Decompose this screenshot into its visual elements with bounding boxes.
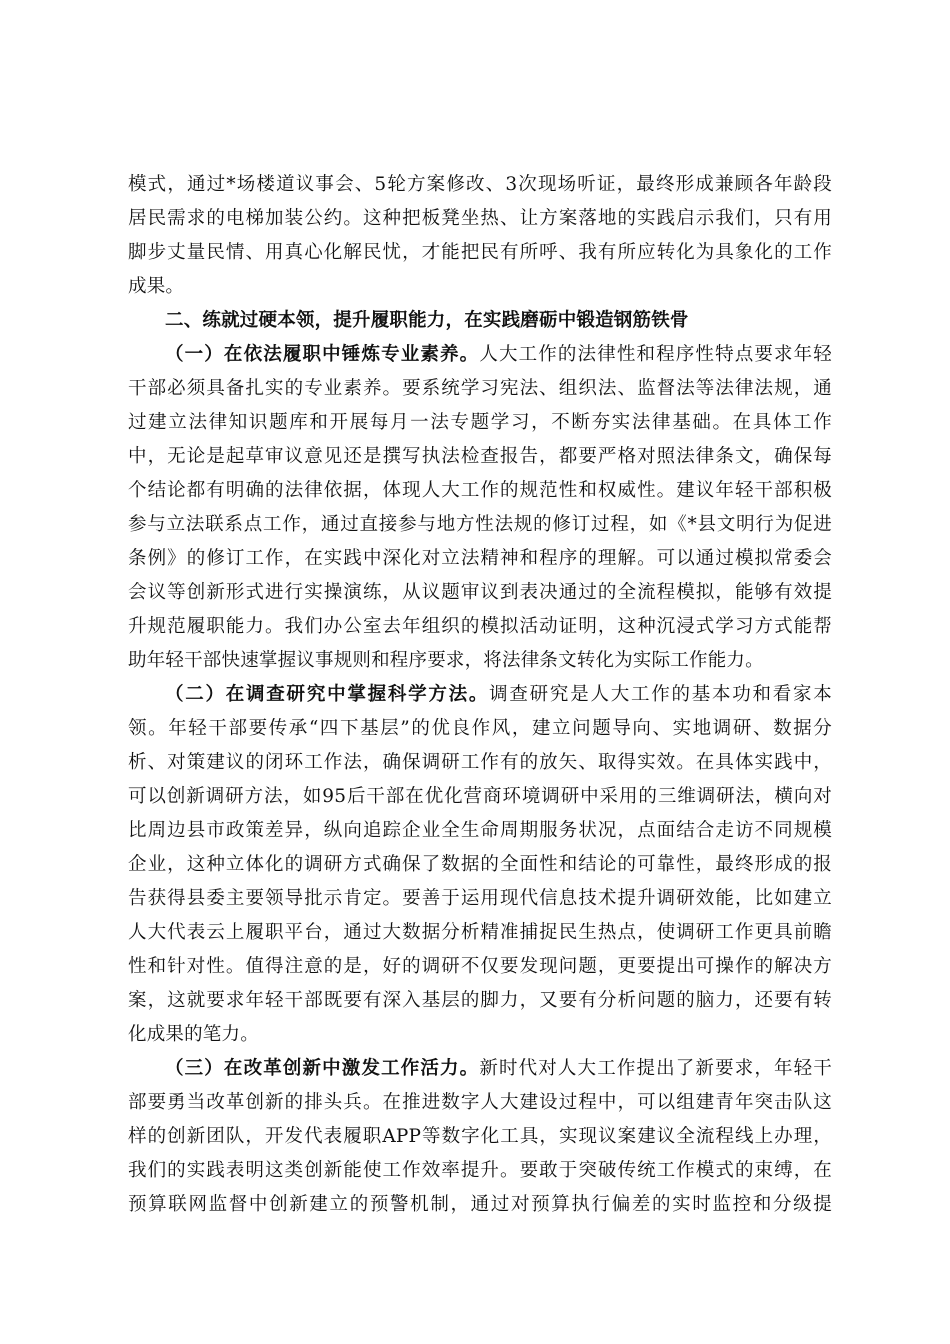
paragraph-text: 调查研究是人大工作的基本功和看家本 — [489, 684, 833, 705]
paragraph-line: 条例》的修订工作，在实践中深化对立法精神和程序的理解。可以通过模拟常委会 — [128, 548, 832, 569]
paragraph-line: 部要勇当改革创新的排头兵。在推进数字人大建设过程中，可以组建青年突击队这 — [128, 1092, 832, 1113]
subsection-title: （二）在调查研究中掌握科学方法。 — [165, 684, 490, 705]
paragraph-line: 性和针对性。值得注意的是，好的调研不仅要发现问题，更要提出可操作的解决方 — [128, 956, 832, 977]
subsection-3-paragraph — [128, 1052, 832, 1222]
paragraph-line: 比周边县市政策差异，纵向追踪企业全生命周期服务状况，点面结合走访不同规模 — [128, 820, 832, 841]
paragraph-text: 人大工作的法律性和程序性特点要求年轻 — [479, 344, 832, 365]
paragraph-first-line — [128, 338, 832, 372]
subsection-2-paragraph — [128, 678, 832, 1052]
paragraph-line: 会议等创新形式进行实操演练，从议题审议到表决通过的全流程模拟，能够有效提 — [128, 582, 832, 603]
paragraph-line: 析、对策建议的闭环工作法，确保调研工作有的放矢、取得实效。在具体实践中， — [128, 752, 832, 773]
intro-paragraph — [128, 168, 832, 304]
paragraph-line: 案，这就要求年轻干部既要有深入基层的脚力，又要有分析问题的脑力，还要有转 — [128, 990, 832, 1011]
section-heading: 二、练就过硬本领，提升履职能力，在实践磨砺中锻造钢筋铁骨 — [165, 310, 689, 331]
paragraph-line: 我们的实践表明这类创新能使工作效率提升。要敢于突破传统工作模式的束缚，在 — [128, 1160, 832, 1181]
subsection-1-paragraph — [128, 338, 832, 678]
document-page — [128, 168, 832, 1222]
paragraph-line: 脚步丈量民情、用真心化解民忧，才能把民有所呼、我有所应转化为具象化的工作 — [128, 242, 832, 263]
paragraph-line: 升规范履职能力。我们办公室去年组织的模拟活动证明，这种沉浸式学习方式能帮 — [128, 616, 832, 637]
paragraph-line: 企业，这种立体化的调研方式确保了数据的全面性和结论的可靠性，最终形成的报 — [128, 854, 832, 875]
paragraph-line: 过建立法律知识题库和开展每月一法专题学习，不断夯实法律基础。在具体工作 — [128, 412, 832, 433]
subsection-title: （一）在依法履职中锤炼专业素养。 — [165, 344, 480, 365]
subsection-title: （三）在改革创新中激发工作活力。 — [165, 1058, 480, 1079]
paragraph-line: 助年轻干部快速掌握议事规则和程序要求，将法律条文转化为实际工作能力。 — [128, 650, 764, 671]
paragraph-line: 个结论都有明确的法律依据，体现人大工作的规范性和权威性。建议年轻干部积极 — [128, 480, 832, 501]
paragraph-line: 居民需求的电梯加装公约。这种把板凳坐热、让方案落地的实践启示我们，只有用 — [128, 208, 832, 229]
paragraph-line: 模式，通过*场楼道议事会、5轮方案修改、3次现场听证，最终形成兼顾各年龄段 — [128, 174, 832, 195]
paragraph-first-line — [128, 678, 832, 712]
paragraph-line: 领。年轻干部要传承“四下基层”的优良作风，建立问题导向、实地调研、数据分 — [128, 718, 832, 739]
paragraph-line: 参与立法联系点工作，通过直接参与地方性法规的修订过程，如《*县文明行为促进 — [128, 514, 832, 535]
paragraph-line: 化成果的笔力。 — [128, 1024, 259, 1045]
paragraph-line: 成果。 — [128, 276, 185, 297]
paragraph-line: 中，无论是起草审议意见还是撰写执法检查报告，都要严格对照法律条文，确保每 — [128, 446, 832, 467]
paragraph-line: 人大代表云上履职平台，通过大数据分析精准捕捉民生热点，使调研工作更具前瞻 — [128, 922, 832, 943]
paragraph-text: 新时代对人大工作提出了新要求，年轻干 — [479, 1058, 832, 1079]
paragraph-line: 样的创新团队，开发代表履职APP等数字化工具，实现议案建议全流程线上办理， — [128, 1126, 832, 1147]
paragraph-line: 可以创新调研方法，如95后干部在优化营商环境调研中采用的三维调研法，横向对 — [128, 786, 832, 807]
paragraph-line: 告获得县委主要领导批示肯定。要善于运用现代信息技术提升调研效能，比如建立 — [128, 888, 832, 909]
paragraph-first-line — [128, 1052, 832, 1086]
paragraph-line: 预算联网监督中创新建立的预警机制，通过对预算执行偏差的实时监控和分级提 — [128, 1194, 832, 1215]
paragraph-line: 干部必须具备扎实的专业素养。要系统学习宪法、组织法、监督法等法律法规，通 — [128, 378, 832, 399]
